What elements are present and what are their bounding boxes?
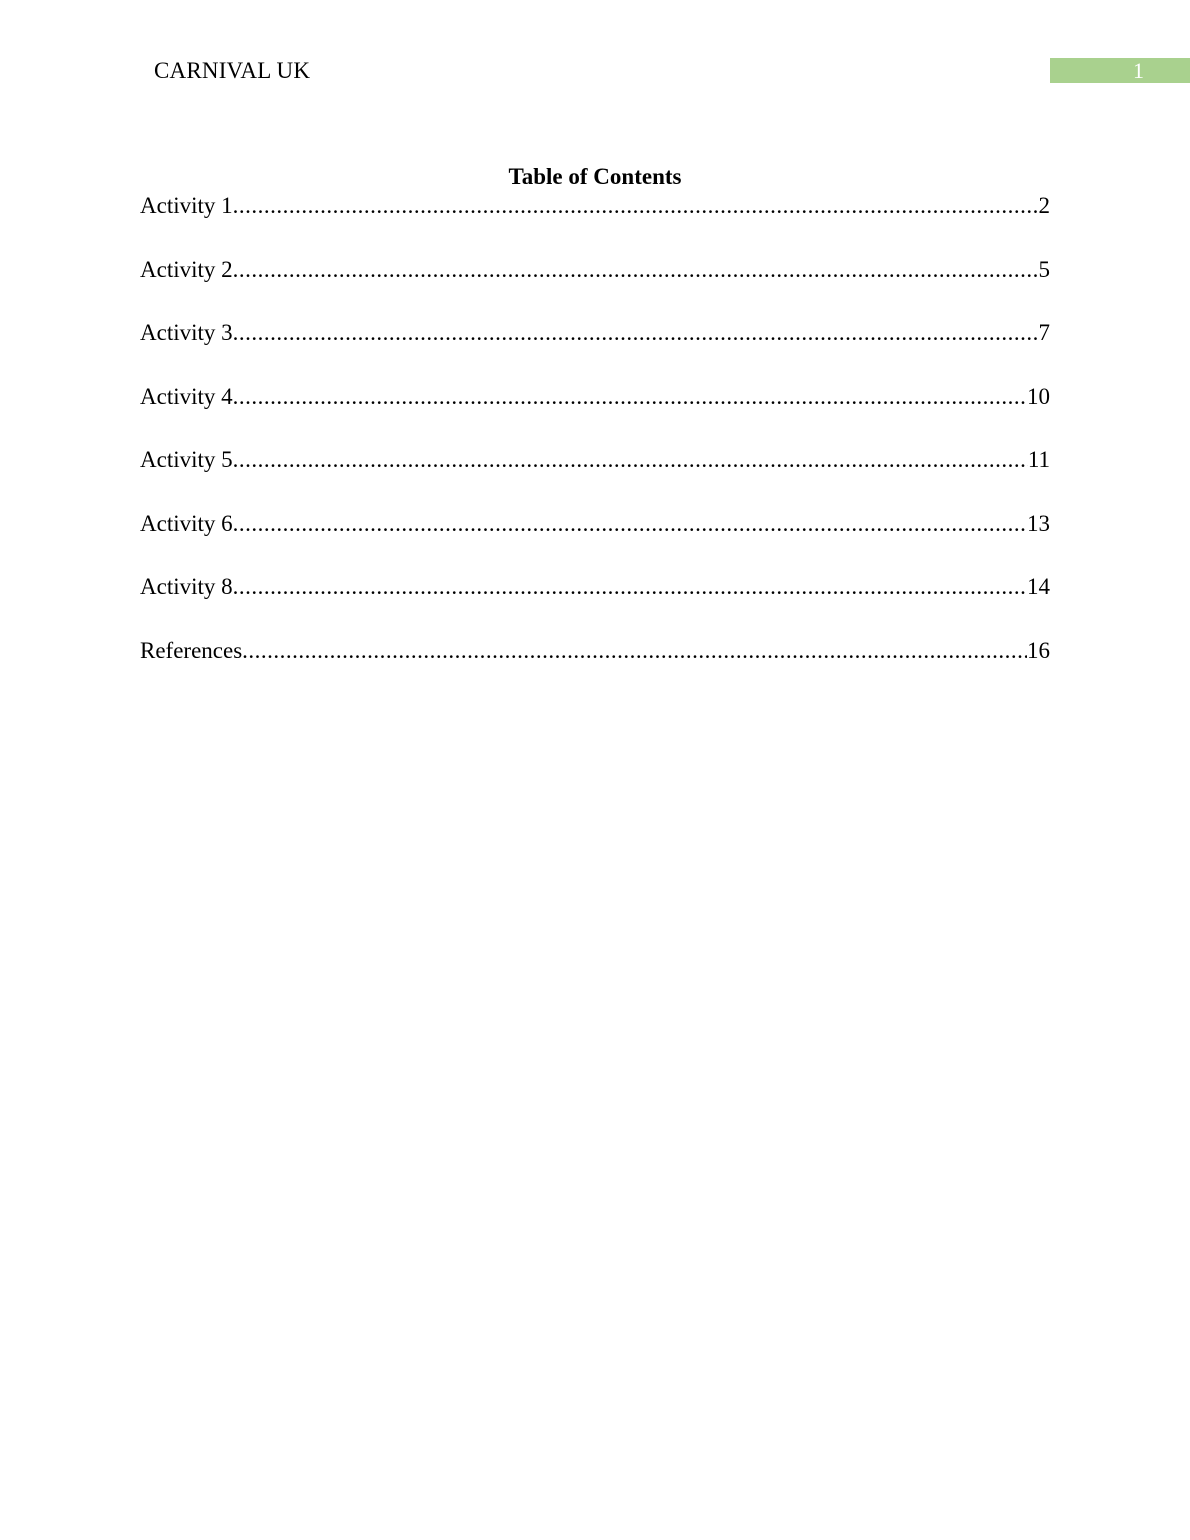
toc-entry-activity-2[interactable] (140, 256, 1050, 284)
page-number: 1 (1133, 58, 1144, 83)
toc-entry-page: 13 (1027, 510, 1050, 536)
toc-dot-leader (242, 637, 1027, 665)
toc-entry-activity-1[interactable] (140, 192, 1050, 220)
toc-dot-leader (233, 319, 1039, 347)
toc-entry-label: Activity 5 (140, 447, 233, 472)
toc-entry-activity-4[interactable] (140, 383, 1050, 411)
toc-entry-references[interactable] (140, 637, 1050, 665)
toc-entry-activity-6[interactable] (140, 510, 1050, 538)
page-number-background (1050, 58, 1190, 83)
toc-entry-label: References (140, 637, 243, 663)
toc-entry-page: 14 (1027, 574, 1050, 599)
toc-dot-leader (233, 510, 1027, 538)
toc-title: Table of Contents (508, 164, 682, 189)
toc-entry-page: 2 (1038, 193, 1050, 218)
toc-entry-label: Activity 6 (140, 510, 233, 536)
running-header-title: CARNIVAL UK (154, 58, 311, 83)
toc-entry-label: Activity 1 (140, 193, 233, 218)
toc-dot-leader (233, 383, 1027, 411)
toc-entry-label: Activity 8 (140, 574, 233, 599)
toc-entry-page: 10 (1027, 383, 1050, 409)
toc-entry-activity-5[interactable] (140, 446, 1050, 474)
toc-entry-label: Activity 3 (140, 320, 233, 345)
toc-entry-label: Activity 2 (140, 256, 233, 282)
toc-list (140, 192, 1050, 700)
toc-entry-page: 11 (1027, 447, 1050, 472)
toc-entry-activity-8[interactable] (140, 573, 1050, 601)
toc-dot-leader (233, 573, 1027, 601)
toc-entry-label: Activity 4 (140, 383, 233, 409)
toc-entry-page: 7 (1038, 320, 1050, 345)
toc-entry-page: 16 (1027, 637, 1050, 663)
toc-entry-activity-3[interactable] (140, 319, 1050, 347)
toc-dot-leader (233, 446, 1028, 474)
toc-dot-leader (233, 192, 1039, 220)
toc-dot-leader (233, 256, 1039, 284)
toc-entry-page: 5 (1038, 256, 1050, 282)
